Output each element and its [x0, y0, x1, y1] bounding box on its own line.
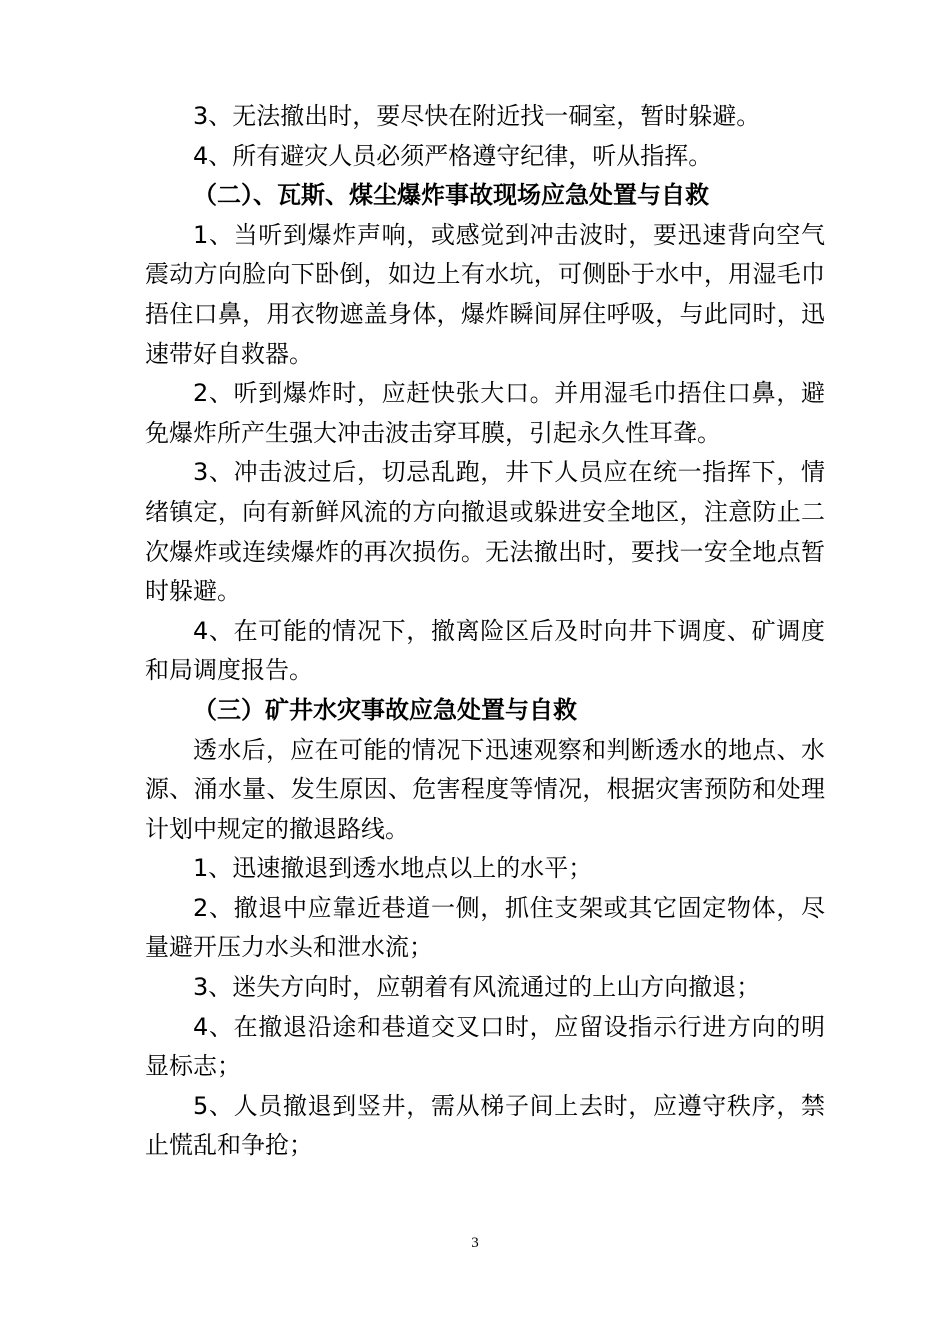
paragraph-10: 3、迷失方向时，应朝着有风流通过的上山方向撤退；: [193, 973, 761, 1002]
section-heading-2: （二）、瓦斯、煤尘爆炸事故现场应急处置与自救: [193, 181, 709, 210]
paragraph-12: 5、人员撤退到竖井，需从梯子间上去时，应遵守秩序，禁止慌乱和争抢；: [145, 1091, 825, 1160]
section-heading-3: （三）矿井水灾事故应急处置与自救: [193, 695, 577, 724]
document-body: [145, 97, 825, 1166]
page-number: 3: [471, 1235, 479, 1251]
paragraph-4: 2、听到爆炸时，应赶快张大口。并用湿毛巾捂住口鼻，避免爆炸所产生强大冲击波击穿耳膜，引起永久性耳聋。: [145, 379, 825, 447]
paragraph-5: 3、冲击波过后，切忌乱跑，井下人员应在统一指挥下，情绪镇定，向有新鲜风流的方向撤退或躲进安全地区，注意防止二次爆炸或连续爆炸的再次损伤。无法撤出时，要找一安全地点暂时躲避。: [145, 458, 825, 606]
paragraph-11: 4、在撤退沿途和巷道交叉口时，应留设指示行进方向的明显标志；: [145, 1012, 825, 1081]
paragraph-9: 2、撤退中应靠近巷道一侧，抓住支架或其它固定物体，尽量避开压力水头和泄水流；: [145, 893, 825, 962]
paragraph-7: 透水后，应在可能的情况下迅速观察和判断透水的地点、水源、涌水量、发生原因、危害程度等情况，根据灾害预防和处理计划中规定的撤退路线。: [145, 735, 825, 843]
paragraph-3: 1、当听到爆炸声响，或感觉到冲击波时，要迅速背向空气震动方向脸向下卧倒，如边上有水坑，可侧卧于水中，用湿毛巾捂住口鼻，用衣物遮盖身体，爆炸瞬间屏住呼吸，与此同时，迅速带好自救器。: [145, 220, 825, 368]
paragraph-1: 3、无法撤出时，要尽快在附近找一硐室，暂时躲避。: [193, 102, 761, 130]
paragraph-2: 4、所有避灾人员必须严格遵守纪律，听从指挥。: [193, 141, 713, 170]
paragraph-6: 4、在可能的情况下，撤离险区后及时向井下调度、矿调度和局调度报告。: [145, 616, 825, 685]
paragraph-8: 1、迅速撤退到透水地点以上的水平；: [193, 854, 593, 883]
